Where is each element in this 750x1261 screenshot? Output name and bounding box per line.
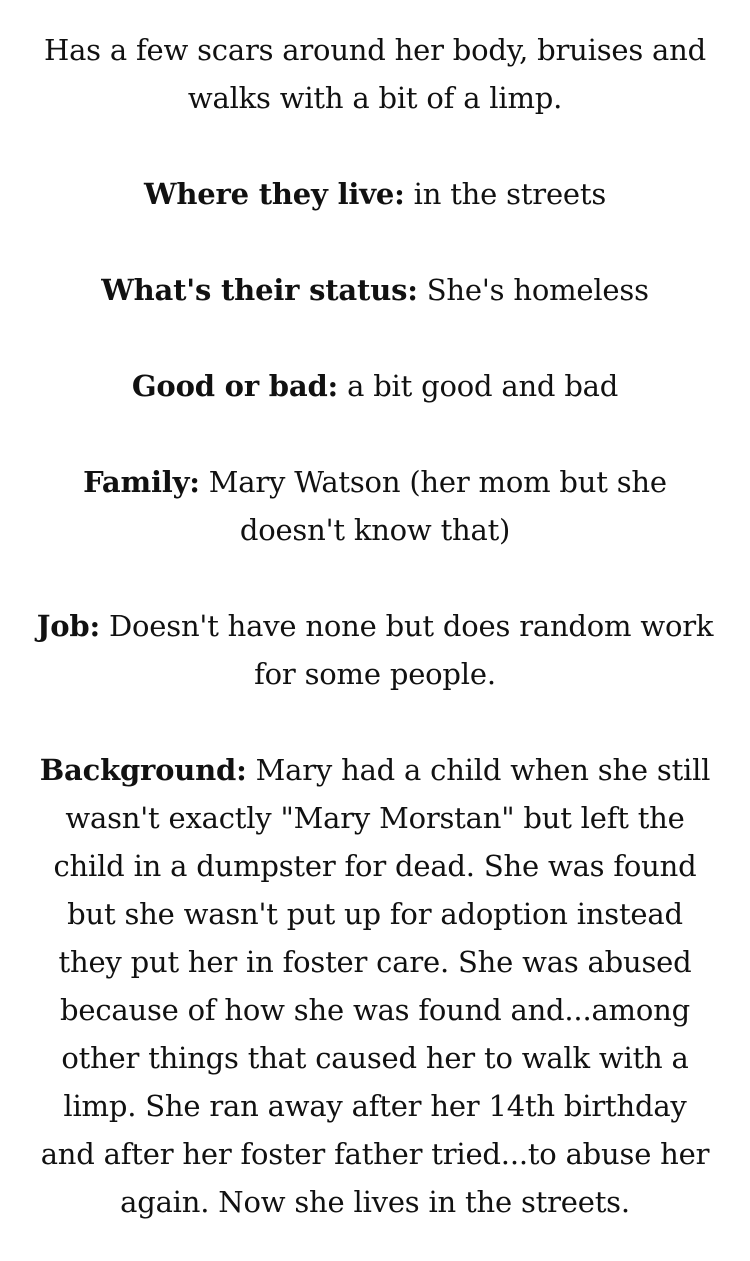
- background-label: Background:: [39, 753, 247, 787]
- family-paragraph: [35, 458, 715, 554]
- status-label: What's their status:: [101, 273, 418, 307]
- status-paragraph: [35, 266, 715, 314]
- alignment-value: a bit good and bad: [338, 369, 619, 403]
- appearance-paragraph: [35, 26, 715, 122]
- alignment-label: Good or bad:: [131, 369, 339, 403]
- character-profile-document: [35, 26, 715, 1226]
- appearance-text: Has a few scars around her body, bruises and walks with a bit of a limp.: [44, 33, 706, 115]
- job-value: Doesn't have none but does random work for some people.: [99, 609, 714, 691]
- family-label: Family:: [83, 465, 200, 499]
- background-value: Mary had a child when she still wasn't exactly "Mary Morstan" but left the child in a dumpster for dead. She was found but she wasn't put up for adoption instead they put her in foster care. She was abused because of how she was found and...among other things that caused her to walk with a limp. She ran away after her 14th birthday and after her foster father tried...to abuse her again. Now she lives in the streets.: [40, 753, 711, 1219]
- residence-paragraph: [35, 170, 715, 218]
- residence-value: in the streets: [404, 177, 607, 211]
- status-value: She's homeless: [417, 273, 649, 307]
- family-value: Mary Watson (her mom but she doesn't know that): [199, 465, 667, 547]
- alignment-paragraph: [35, 362, 715, 410]
- background-paragraph: [35, 746, 715, 1226]
- residence-label: Where they live:: [143, 177, 405, 211]
- job-paragraph: [35, 602, 715, 698]
- job-label: Job:: [36, 609, 100, 643]
